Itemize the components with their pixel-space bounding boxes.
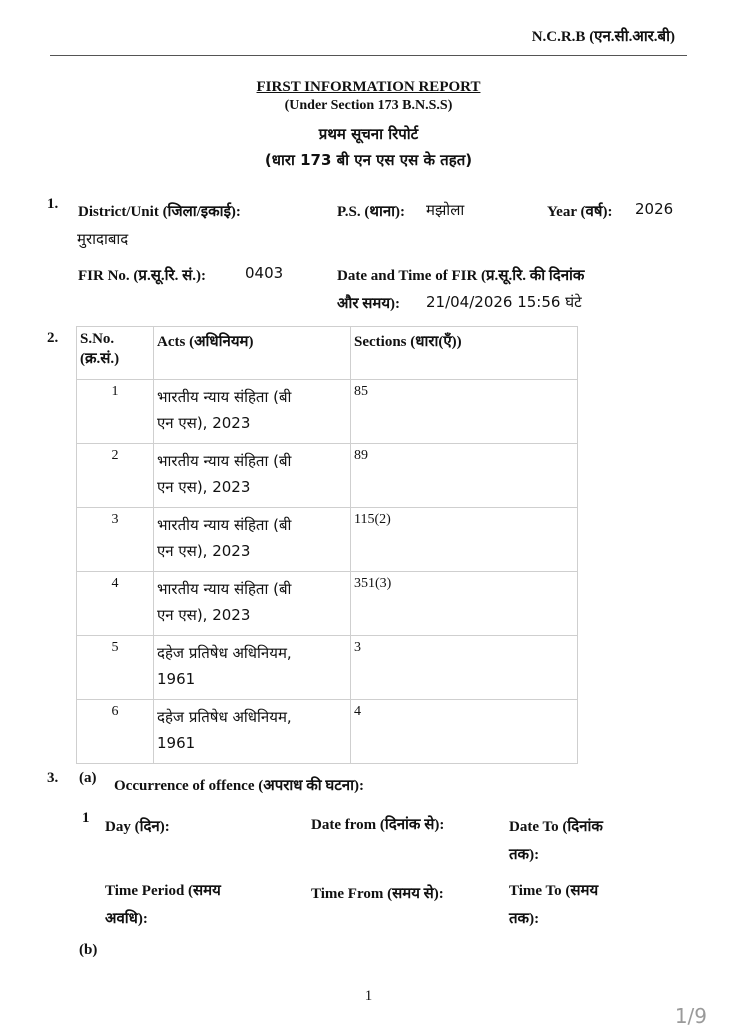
table-row — [77, 636, 578, 700]
table-row — [77, 700, 578, 764]
act-cell: दहेज प्रतिषेध अधिनियम, 1961 — [154, 700, 351, 764]
fir-no-value: 0403 — [245, 264, 284, 282]
report-subtitle-en: (Under Section 173 B.N.S.S) — [284, 98, 453, 113]
table-row — [77, 380, 578, 444]
sno-cell: 3 — [77, 508, 154, 572]
subsection-a: (a) — [79, 770, 97, 786]
occurrence-item-number: 1 — [82, 810, 90, 826]
table-row — [77, 572, 578, 636]
section-2-number: 2. — [47, 330, 59, 346]
date-from-label: Date from (दिनांक से): — [311, 817, 445, 833]
sno-cell: 2 — [77, 444, 154, 508]
section-1-number: 1. — [47, 196, 59, 212]
date-to-label-cont: तक): — [509, 847, 540, 863]
ps-value: मझोला — [426, 201, 465, 219]
time-to-label: Time To (समय — [509, 883, 599, 899]
table-row — [77, 444, 578, 508]
page-counter: 1/9 — [674, 1004, 707, 1028]
section-cell: 3 — [351, 636, 578, 700]
time-to-label-cont: तक): — [509, 911, 540, 927]
section-cell: 89 — [351, 444, 578, 508]
time-from-label: Time From (समय से): — [311, 886, 444, 902]
year-value: 2026 — [635, 200, 674, 218]
act-cell: भारतीय न्याय संहिता (बी एन एस), 2023 — [154, 444, 351, 508]
report-title-en: FIRST INFORMATION REPORT — [256, 79, 481, 95]
district-value: मुरादाबाद — [77, 230, 129, 248]
section-3-number: 3. — [47, 770, 59, 786]
ps-label: P.S. (थाना): — [337, 204, 406, 220]
header-divider — [50, 55, 687, 56]
fir-datetime-label-cont: और समय): — [337, 296, 401, 312]
subsection-b: (b) — [79, 942, 98, 958]
sno-header: S.No. (क्र.सं.) — [77, 327, 154, 380]
act-cell: भारतीय न्याय संहिता (बी एन एस), 2023 — [154, 572, 351, 636]
page-number: 1 — [364, 988, 373, 1004]
day-label: Day (दिन): — [105, 819, 170, 835]
date-to-label: Date To (दिनांक — [509, 819, 603, 835]
section-cell: 85 — [351, 380, 578, 444]
district-label: District/Unit (जिला/इकाई): — [78, 204, 241, 220]
acts-header: Acts (अधिनियम) — [154, 327, 351, 380]
fir-datetime-value: 21/04/2026 15:56 घंटे — [426, 293, 582, 311]
section-cell: 351(3) — [351, 572, 578, 636]
sno-cell: 4 — [77, 572, 154, 636]
section-cell: 4 — [351, 700, 578, 764]
sections-header: Sections (धारा(एँ)) — [351, 327, 578, 380]
year-label: Year (वर्ष): — [547, 204, 613, 220]
sno-cell: 5 — [77, 636, 154, 700]
act-cell: दहेज प्रतिषेध अधिनियम, 1961 — [154, 636, 351, 700]
time-period-label-cont: अवधि): — [105, 911, 148, 927]
fir-no-label: FIR No. (प्र.सू.रि. सं.): — [78, 268, 206, 284]
act-cell: भारतीय न्याय संहिता (बी एन एस), 2023 — [154, 380, 351, 444]
sno-cell: 6 — [77, 700, 154, 764]
time-period-label: Time Period (समय — [105, 883, 221, 899]
sno-cell: 1 — [77, 380, 154, 444]
section-cell: 115(2) — [351, 508, 578, 572]
acts-sections-table — [76, 326, 578, 764]
report-subtitle-hi: (धारा 173 बी एन एस एस के तहत) — [264, 151, 473, 169]
table-header-row — [77, 327, 578, 380]
fir-datetime-label: Date and Time of FIR (प्र.सू.रि. की दिनांक — [337, 268, 585, 284]
occurrence-label: Occurrence of offence (अपराध की घटना): — [114, 778, 364, 794]
act-cell: भारतीय न्याय संहिता (बी एन एस), 2023 — [154, 508, 351, 572]
table-row — [77, 508, 578, 572]
ncrb-header: N.C.R.B (एन.सी.आर.बी) — [531, 29, 675, 45]
report-title-hi: प्रथम सूचना रिपोर्ट — [318, 125, 419, 143]
